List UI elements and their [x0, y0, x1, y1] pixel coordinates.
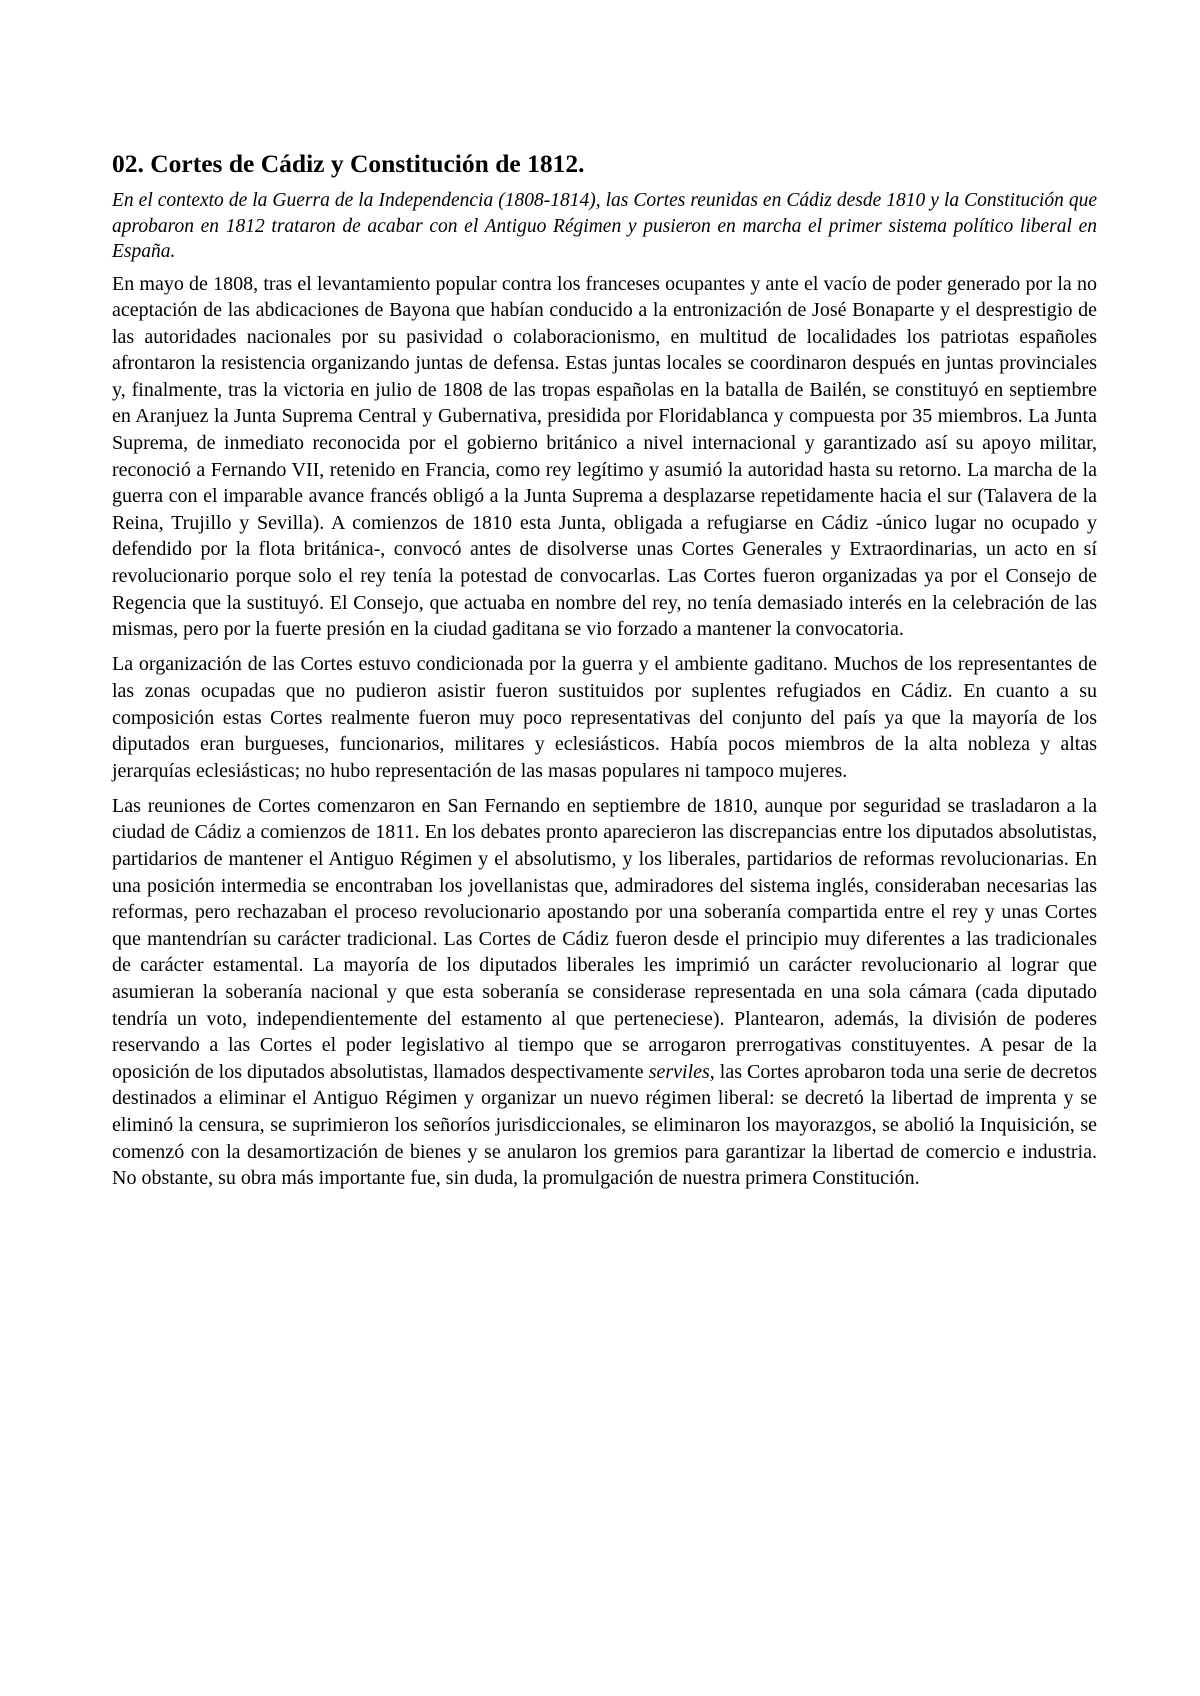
document-body: [112, 148, 1097, 1200]
document-abstract: En el contexto de la Guerra de la Independencia (1808-1814), las Cortes reunidas en Cádiz desde 1810 y la Constitución que aprobaron en 1812 trataron de acabar con el Antiguo Régimen y pusieron en marcha el primer sistema político liberal en España.: [112, 190, 1097, 262]
paragraph-3-text-start: Las reuniones de Cortes comenzaron en San Fernando en septiembre de 1810, aunque por seguridad se trasladaron a la ciudad de Cádiz a comienzos de 1811. En los debates pronto aparecieron las discrepancias entre los diputados absolutistas, partidarios de mantener el Antiguo Régimen y el absolutismo, y los liberales, partidarios de reformas revolucionarias. En una posición intermedia se encontraban los jovellanistas que, admiradores del sistema inglés, consideraban necesarias las reformas, pero rechazaban el proceso revolucionario apostando por una soberanía compartida entre el rey y unas Cortes que mantendrían su carácter tradicional. Las Cortes de Cádiz fueron desde el principio muy diferentes a las tradicionales de carácter estamental. La mayoría de los diputados liberales les imprimió un carácter revolucionario al lograr que asumieran la soberanía nacional y que esta soberanía se considerase representada en una sola cámara (cada diputado tendría un voto, independientemente del estamento al que perteneciese). Plantearon, además, la división de poderes reservando a las Cortes el poder legislativo al tiempo que se arrogaron prerrogativas constituyentes. A pesar de la oposición de los diputados absolutistas, llamados despectivamente: [112, 794, 1097, 1083]
paragraph-3-text-end: , las Cortes aprobaron toda una serie de decretos destinados a eliminar el Antiguo Régimen y organizar un nuevo régimen liberal: se decretó la libertad de imprenta y se eliminó la censura, se suprimieron los señoríos jurisdiccionales, se eliminaron los mayorazgos, se abolió la Inquisición, se comenzó con la desamortización de bienes y se anularon los gremios para garantizar la libertad de comercio e industria. No obstante, su obra más importante fue, sin duda, la promulgación de nuestra primera Constitución.: [112, 1060, 1097, 1190]
document-title: 02. Cortes de Cádiz y Constitución de 1812.: [112, 149, 585, 178]
paragraph-1: En mayo de 1808, tras el levantamiento popular contra los franceses ocupantes y ante el vacío de poder generado por la no aceptación de las abdicaciones de Bayona que habían conducido a la entronización de José Bonaparte y el desprestigio de las autoridades nacionales por su pasividad o colaboracionismo, en multitud de localidades los patriotas españoles afrontaron la resistencia organizando juntas de defensa. Estas juntas locales se coordinaron después en juntas provinciales y, finalmente, tras la victoria en julio de 1808 de las tropas españolas en la batalla de Bailén, se constituyó en septiembre en Aranjuez la Junta Suprema Central y Gubernativa, presidida por Floridablanca y compuesta por 35 miembros. La Junta Suprema, de inmediato reconocida por el gobierno británico a nivel internacional y garantizado así su apoyo militar, reconoció a Fernando VII, retenido en Francia, como rey legítimo y asumió la autoridad hasta su retorno. La marcha de la guerra con el imparable avance francés obligó a la Junta Suprema a desplazarse repetidamente hacia el sur (Talavera de la Reina, Trujillo y Sevilla). A comienzos de 1810 esta Junta, obligada a refugiarse en Cádiz -único lugar no ocupado y defendido por la flota británica-, convocó antes de disolverse unas Cortes Generales y Extraordinarias, un acto en sí revolucionario porque solo el rey tenía la potestad de convocarlas. Las Cortes fueron organizadas ya por el Consejo de Regencia que la sustituyó. El Consejo, que actuaba en nombre del rey, no tenía demasiado interés en la celebración de las mismas, pero por la fuerte presión en la ciudad gaditana se vio forzado a mantener la convocatoria.: [112, 272, 1097, 641]
paragraph-3: [112, 793, 1097, 1192]
paragraph-3-italic-term: serviles: [648, 1060, 710, 1083]
paragraph-2: La organización de las Cortes estuvo condicionada por la guerra y el ambiente gaditano. Muchos de los representantes de las zonas ocupadas que no pudieron asistir fueron sustituidos por suplentes refugiados en Cádiz. En cuanto a su composición estas Cortes realmente fueron muy poco representativas del conjunto del país ya que la mayoría de los diputados eran burgueses, funcionarios, militares y eclesiásticos. Había pocos miembros de la alta nobleza y altas jerarquías eclesiásticas; no hubo representación de las masas populares ni tampoco mujeres.: [112, 653, 1097, 782]
